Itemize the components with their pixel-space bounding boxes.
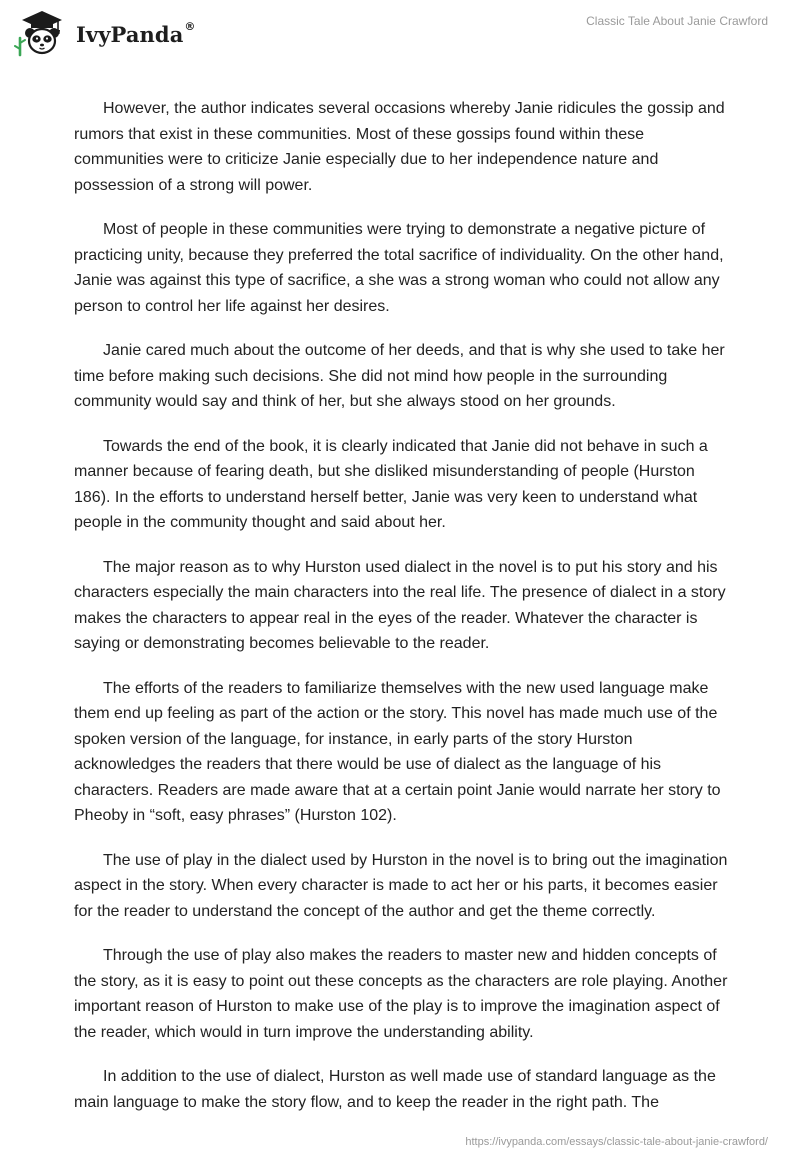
footer-url[interactable]: https://ivypanda.com/essays/classic-tale-about-janie-crawford/ (465, 1136, 768, 1148)
paragraph: Through the use of play also makes the readers to master new and hidden concepts of the story, as it is easy to point out these concepts as the characters are role playing. Another important reason of Hurston to make use of the play is to improve the imagination aspect of the reader, which would in turn improve the understanding ability. (74, 947, 728, 1041)
page-header (0, 0, 800, 70)
essay-body (74, 96, 734, 1134)
paragraph: Most of people in these communities were trying to demonstrate a negative picture of practicing unity, because they preferred the total sacrifice of individuality. On the other hand, Janie was against this type of sacrifice, a she was a strong woman who could not allow any person to control her life against her desires. (74, 221, 724, 315)
brand-logo[interactable] (14, 8, 196, 58)
paragraph: In addition to the use of dialect, Hurston as well made use of standard language as the main language to make the story flow, and to keep the reader in the right path. The (74, 1068, 716, 1111)
paragraph: The efforts of the readers to familiarize themselves with the new used language make them end up feeling as part of the action or the story. This novel has made much use of the spoken version of the language, for instance, in early parts of the story Hurston acknowledges the readers that there would be use of dialect as the language of his characters. Readers are made aware that at a certain point Janie would narrate her story to Pheoby in “soft, easy phrases” (Hurston 102). (74, 679, 721, 824)
paragraph: The use of play in the dialect used by Hurston in the novel is to bring out the imagination aspect in the story. When every character is made to act her or his parts, it becomes easier for the reader to understand the concept of the author and get the theme correctly. (74, 851, 728, 920)
document-title: Classic Tale About Janie Crawford (586, 14, 768, 28)
paragraph: The major reason as to why Hurston used dialect in the novel is to put his story and his characters especially the main characters into the real life. The presence of dialect in a story makes the characters to appear real in the eyes of the reader. Whatever the character is saying or demonstrating becomes believable to the reader. (74, 558, 726, 652)
registered-mark: ® (184, 19, 196, 33)
paragraph: Towards the end of the book, it is clearly indicated that Janie did not behave in such a manner because of fearing death, but she disliked misunderstanding of people (Hurston 186). In the efforts to understand herself better, Janie was very keen to understand what people in the community thought and said about her. (74, 437, 708, 531)
paragraph: Janie cared much about the outcome of her deeds, and that is why she used to take her time before making such decisions. She did not mind how people in the surrounding community would say and think of her, but she always stood on her grounds. (74, 342, 725, 410)
brand-name: IvyPanda® (76, 19, 196, 47)
paragraph: However, the author indicates several occasions whereby Janie ridicules the gossip and rumors that exist in these communities. Most of these gossips found within these communities were to criticize Janie especially due to her independence nature and possession of a strong will power. (74, 100, 725, 194)
panda-graduate-icon (14, 8, 70, 58)
